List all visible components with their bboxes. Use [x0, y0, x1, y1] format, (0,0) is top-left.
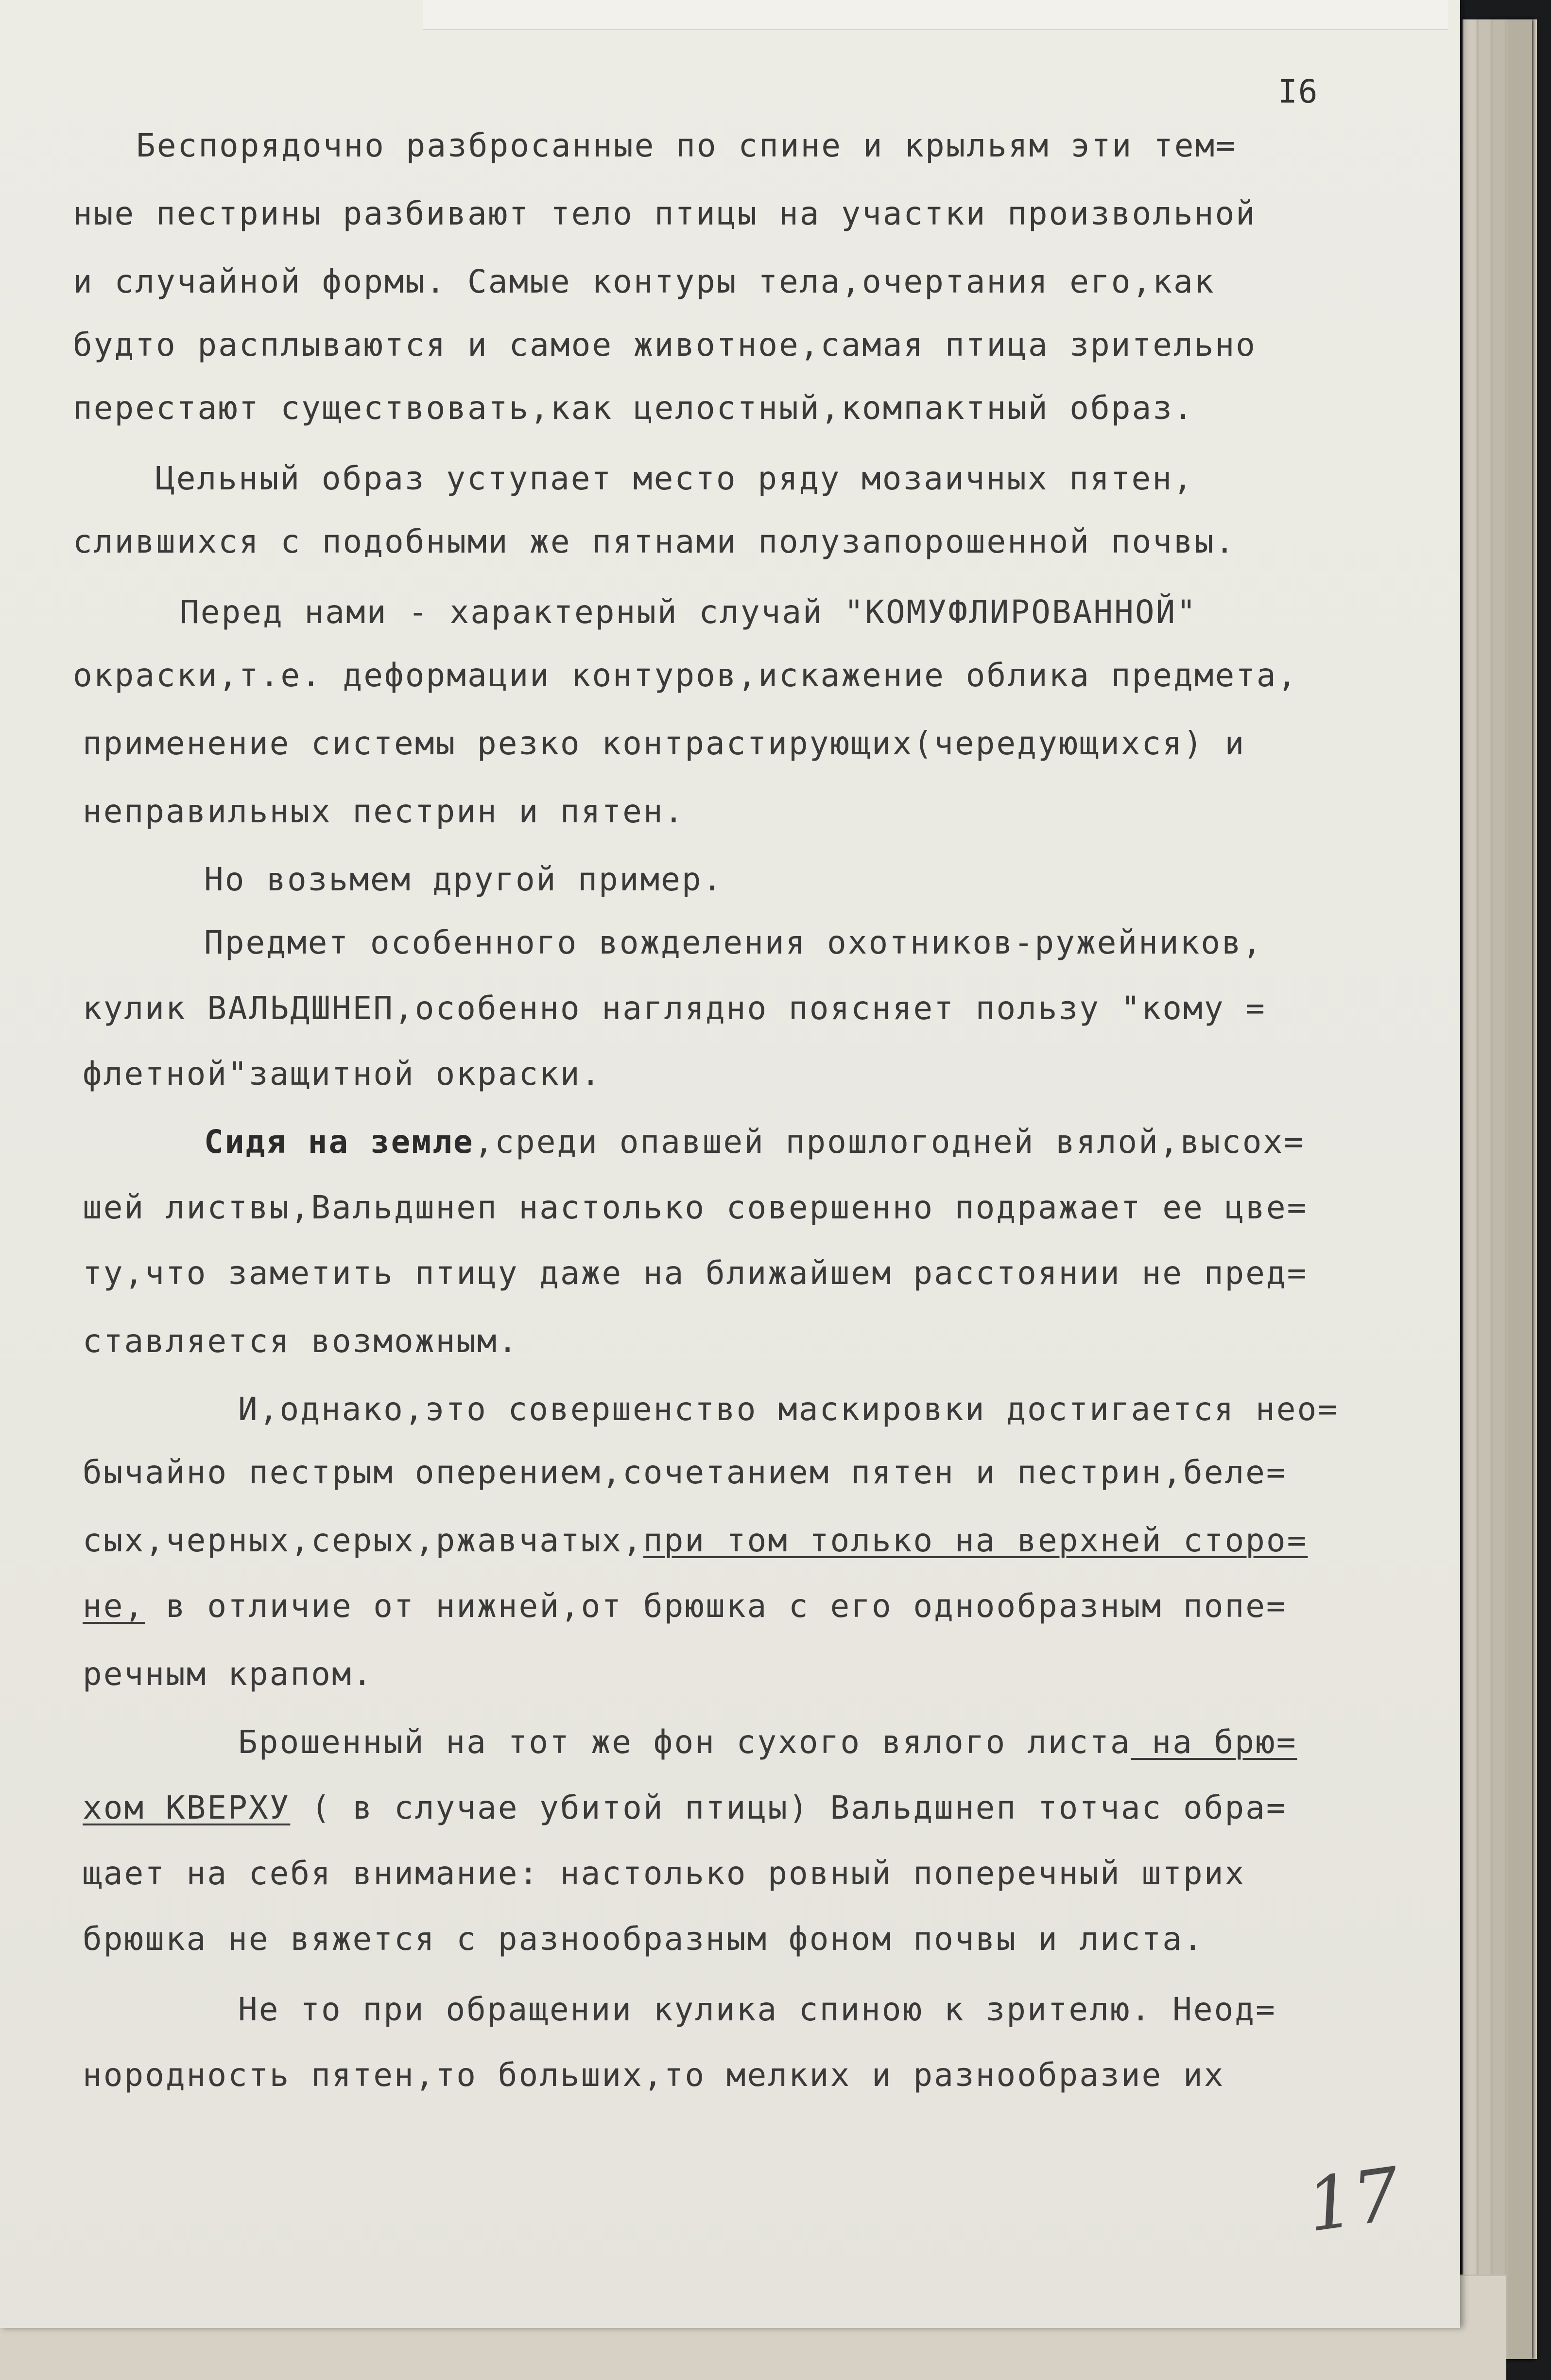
underlined-phrase: при том только на верхней сторо=: [643, 1522, 1308, 1559]
text-line: Перед нами - характерный случай "КОМУФЛИРОВАННОЙ": [180, 593, 1198, 631]
text-line: слившихся с подобными же пятнами полузапорошенной почвы.: [73, 523, 1236, 560]
text-line: Предмет особенного вожделения охотников-ружейников,: [204, 924, 1263, 961]
text-line: флетной"защитной окраски.: [83, 1055, 602, 1093]
text-line: применение системы резко контрастирующих(чередующихся) и: [83, 725, 1246, 762]
handwritten-archive-number: 17: [1301, 2152, 1406, 2249]
text-line: Цельный образ уступает место ряду мозаичных пятен,: [155, 460, 1194, 497]
text-line: не, в отличие от нижней,от брюшка с его однообразным попе=: [83, 1587, 1287, 1625]
text-line: шей листвы,Вальдшнеп настолько совершенно подражает ее цве=: [83, 1189, 1308, 1226]
page-stack-edge: [1506, 19, 1532, 2359]
text-line: будто расплываются и самое животное,самая птица зрительно: [73, 326, 1257, 364]
text-line: сых,черных,серых,ржавчатых,при том только на верхней сторо=: [83, 1522, 1308, 1559]
text-line: Беспорядочно разбросанные по спине и крыльям эти тем=: [136, 127, 1237, 164]
text-line: речным крапом.: [83, 1655, 374, 1693]
bold-phrase: Сидя на земле: [204, 1123, 474, 1161]
text-line: ставляется возможным.: [83, 1322, 519, 1360]
text-line: неправильных пестрин и пятен.: [83, 793, 685, 830]
text-line: кулик ВАЛЬДШНЕП,особенно наглядно поясняет пользу "кому =: [83, 990, 1266, 1027]
text-line: нородность пятен,то больших,то мелких и разнообразие их: [83, 2056, 1225, 2094]
text-line: и случайной формы. Самые контуры тела,очертания его,как: [73, 263, 1215, 300]
underlined-phrase: хом КВЕРХУ: [83, 1789, 291, 1826]
binding-tape: [423, 0, 1448, 30]
text-line: бычайно пестрым оперением,сочетанием пятен и пестрин,беле=: [83, 1454, 1287, 1491]
text-line: окраски,т.е. деформации контуров,искажение облика предмета,: [73, 657, 1298, 694]
text-line: брюшка не вяжется с разнообразным фоном почвы и листа.: [83, 1920, 1204, 1958]
text-line: Не то при обращении кулика спиною к зрителю. Неод=: [238, 1991, 1276, 2028]
text-line: И,однако,это совершенство маскировки достигается нео=: [238, 1390, 1339, 1428]
page-number: I6: [1278, 73, 1319, 110]
underlined-phrase: не,: [83, 1587, 145, 1625]
text-line: перестают существовать,как целостный,компактный образ.: [73, 389, 1194, 427]
text-line: Сидя на земле,среди опавшей прошлогодней вялой,высох=: [204, 1123, 1305, 1161]
text-line: щает на себя внимание: настолько ровный поперечный штрих: [83, 1855, 1246, 1892]
text-line: хом КВЕРХУ ( в случае убитой птицы) Вальдшнеп тотчас обра=: [83, 1789, 1287, 1826]
text-line: Но возьмем другой пример.: [204, 861, 724, 898]
text-line: Брошенный на тот же фон сухого вялого листа на брю=: [238, 1723, 1297, 1761]
text-line: ту,что заметить птицу даже на ближайшем расстоянии не пред=: [83, 1254, 1308, 1292]
text-line: ные пестрины разбивают тело птицы на участки произвольной: [73, 195, 1257, 232]
underlined-phrase: на брю=: [1131, 1723, 1297, 1761]
